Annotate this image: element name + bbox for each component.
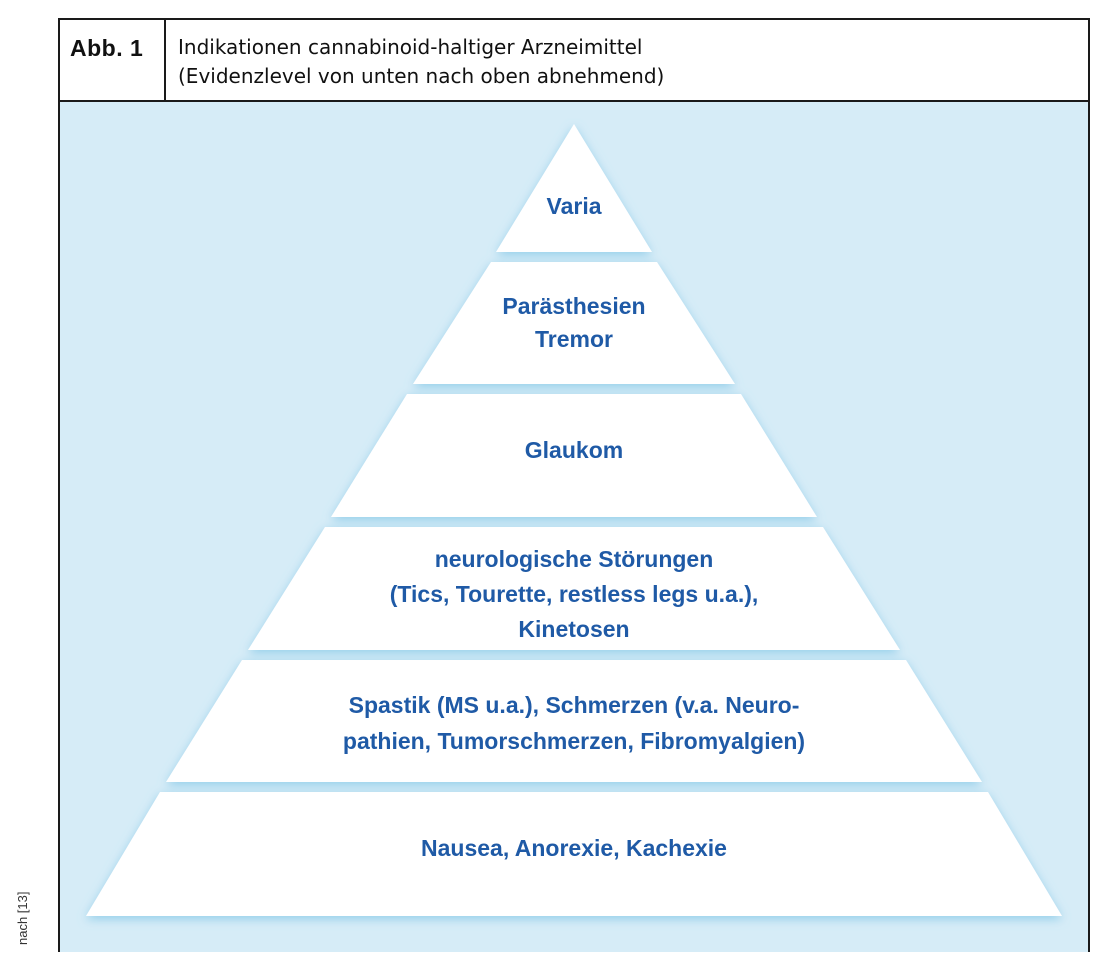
figure-caption <box>178 33 664 91</box>
pyramid-level-neurologische-stoerungen <box>60 542 1088 647</box>
level-text: Tremor <box>535 326 613 352</box>
level-text: Varia <box>546 193 602 219</box>
pyramid-diagram <box>60 102 1088 952</box>
figure-label-cell <box>60 20 166 100</box>
pyramid-level-spastik-schmerzen <box>60 687 1088 759</box>
pyramid-level-glaukom <box>60 437 1088 464</box>
figure-header <box>60 20 1088 102</box>
pyramid-level-nausea <box>60 835 1088 862</box>
pyramid-level-varia <box>60 193 1088 220</box>
level-text: (Tics, Tourette, restless legs u.a.), <box>389 581 759 607</box>
figure-label: Abb. 1 <box>70 35 144 61</box>
figure-frame <box>58 18 1090 952</box>
level-text: neurologische Störungen <box>434 546 714 572</box>
caption-line-2: (Evidenzlevel von unten nach oben abnehmend) <box>178 64 665 88</box>
pyramid-level-paraesthesien <box>60 290 1088 356</box>
pyramid-panel <box>60 102 1088 952</box>
level-text: Parästhesien <box>502 293 646 319</box>
source-note: nach [13] <box>15 891 30 945</box>
caption-line-1: Indikationen cannabinoid-haltiger Arzneimittel <box>178 35 643 59</box>
pyramid-tier-1 <box>496 124 652 252</box>
level-text: Spastik (MS u.a.), Schmerzen (v.a. Neuro- <box>348 692 800 718</box>
level-text: Kinetosen <box>518 616 630 642</box>
level-text: pathien, Tumorschmerzen, Fibromyalgien) <box>342 728 806 754</box>
level-text: Nausea, Anorexie, Kachexie <box>421 835 727 861</box>
level-text: Glaukom <box>524 437 624 463</box>
